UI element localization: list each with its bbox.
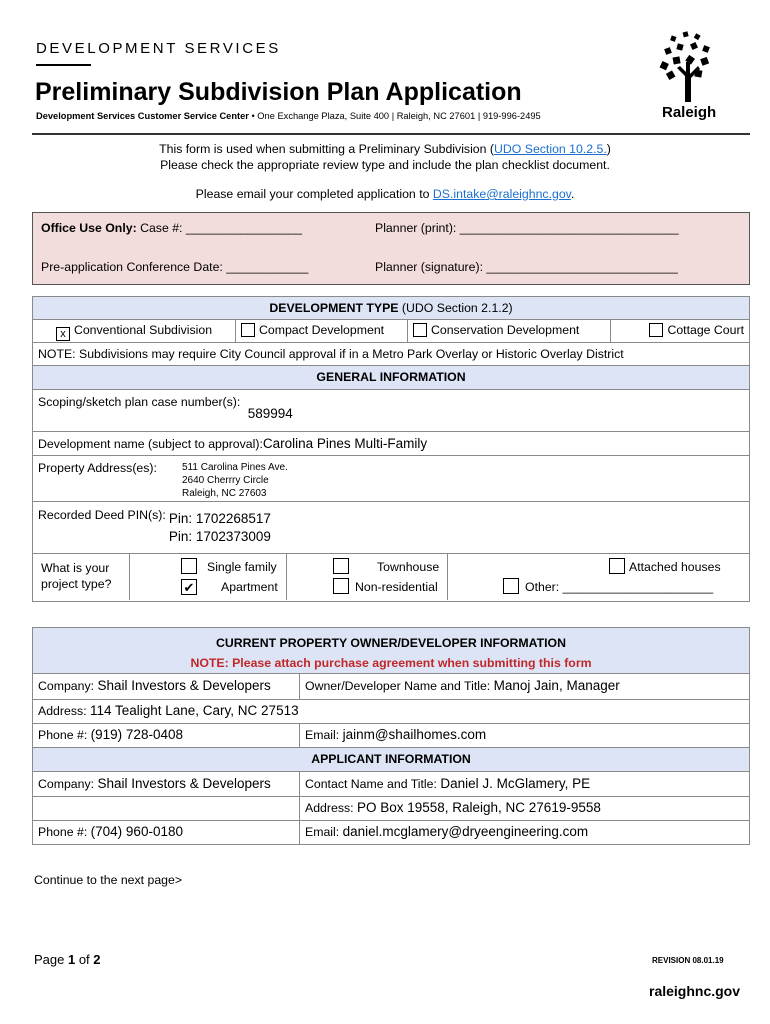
udo-section-link[interactable]: UDO Section 10.2.5.: [494, 142, 607, 156]
development-type-header: DEVELOPMENT TYPE (UDO Section 2.1.2): [33, 297, 750, 320]
applicant-header: APPLICANT INFORMATION: [33, 748, 750, 772]
intro-line-3: Please email your completed application to DS.intake@raleighnc.gov.: [195, 187, 575, 201]
development-name-value: Carolina Pines Multi-Family: [262, 436, 428, 451]
applicant-company-field[interactable]: Company: Shail Investors & Developers: [33, 772, 300, 797]
deed-pin-value: Pin: 1702268517 Pin: 1702373009: [168, 511, 271, 544]
property-address-row[interactable]: Property Address(es): 511 Carolina Pines Ave. 2640 Cherrry Circle Raleigh, NC 27603: [33, 456, 750, 502]
scoping-value: 589994: [247, 406, 293, 421]
divider: [36, 64, 91, 66]
scoping-row[interactable]: Scoping/sketch plan case number(s): 589994: [33, 390, 750, 432]
conventional-checkbox[interactable]: x: [56, 327, 70, 341]
other-checkbox[interactable]: [503, 578, 519, 594]
owner-phone-field[interactable]: Phone #: (919) 728-0408: [33, 724, 300, 748]
intro-line-1: This form is used when submitting a Preliminary Subdivision (UDO Section 10.2.5.): [159, 142, 611, 156]
page-title: Preliminary Subdivision Plan Application: [35, 78, 522, 106]
other-field[interactable]: Other: ______________________: [525, 580, 714, 594]
compact-option[interactable]: Compact Development: [236, 320, 408, 343]
applicant-contact-field[interactable]: Contact Name and Title: Daniel J. McGlamery, PE: [300, 772, 750, 797]
conservation-option[interactable]: Conservation Development: [408, 320, 611, 343]
site-url: raleighnc.gov: [649, 983, 741, 999]
preapp-date-field[interactable]: Pre-application Conference Date: ____________: [41, 260, 309, 274]
attached-houses-option[interactable]: [609, 558, 629, 574]
development-name-row[interactable]: Development name (subject to approval):Carolina Pines Multi-Family: [33, 432, 750, 456]
divider: [32, 133, 750, 135]
intake-email-link[interactable]: DS.intake@raleighnc.gov: [432, 187, 571, 201]
nonresidential-option[interactable]: [333, 578, 353, 594]
owner-header: CURRENT PROPERTY OWNER/DEVELOPER INFORMATION NOTE: Please attach purchase agreement when submitting this form: [33, 628, 750, 674]
general-info-header: GENERAL INFORMATION: [33, 366, 750, 390]
department-label: DEVELOPMENT SERVICES: [36, 40, 281, 57]
townhouse-option[interactable]: [333, 558, 353, 574]
case-number-field[interactable]: Office Use Only: Case #: _________________: [41, 221, 303, 235]
nonresidential-checkbox[interactable]: [333, 578, 349, 594]
single-family-checkbox[interactable]: [181, 558, 197, 574]
other-option[interactable]: [503, 578, 523, 594]
conservation-checkbox[interactable]: [413, 323, 427, 337]
townhouse-checkbox[interactable]: [333, 558, 349, 574]
applicant-address-field[interactable]: Address: PO Box 19558, Raleigh, NC 27619-9558: [300, 797, 750, 821]
intro-line-2: Please check the appropriate review type and include the plan checklist document.: [160, 158, 610, 172]
apartment-checkbox[interactable]: ✔: [181, 579, 197, 595]
page-number: Page 1 of 2: [34, 952, 101, 967]
conventional-option[interactable]: x Conventional Subdivision: [33, 320, 236, 343]
planner-signature-field[interactable]: Planner (signature): ____________________________: [375, 260, 678, 274]
owner-address-field[interactable]: Address: 114 Tealight Lane, Cary, NC 27513: [33, 700, 750, 724]
development-general-table: [32, 296, 750, 602]
owner-name-field[interactable]: Owner/Developer Name and Title: Manoj Jain, Manager: [300, 674, 750, 700]
revision-label: REVISION 08.01.19: [652, 956, 724, 965]
owner-email-field[interactable]: Email: jainm@shailhomes.com: [300, 724, 750, 748]
applicant-phone-field[interactable]: Phone #: (704) 960-0180: [33, 821, 300, 845]
single-family-option[interactable]: [181, 558, 201, 574]
apartment-option[interactable]: [181, 578, 201, 595]
project-type-label: What is your project type?: [41, 561, 112, 591]
contact-subheader: Development Services Customer Service Center • One Exchange Plaza, Suite 400 | Raleigh, NC 27601 | 919-996-2495: [36, 111, 541, 121]
raleigh-logo-text: Raleigh: [662, 104, 717, 121]
project-type-row: What is your project type? Single family ✔ Apartment Townhouse Non-residential Attached houses Other: ______________________: [33, 554, 750, 602]
cottage-checkbox[interactable]: [649, 323, 663, 337]
attached-houses-checkbox[interactable]: [609, 558, 625, 574]
continue-note: Continue to the next page>: [34, 873, 183, 887]
owner-company-field[interactable]: Company: Shail Investors & Developers: [33, 674, 300, 700]
applicant-email-field[interactable]: Email: daniel.mcglamery@dryeengineering.com: [300, 821, 750, 845]
development-note: NOTE: Subdivisions may require City Council approval if in a Metro Park Overlay or Historic Overlay District: [33, 343, 750, 366]
compact-checkbox[interactable]: [241, 323, 255, 337]
owner-applicant-table: [32, 627, 750, 845]
planner-print-field[interactable]: Planner (print): ________________________________: [375, 221, 679, 235]
property-address-value: 511 Carolina Pines Ave. 2640 Cherrry Circle Raleigh, NC 27603: [182, 462, 288, 499]
cottage-option[interactable]: Cottage Court: [611, 320, 750, 343]
office-use-box: [32, 212, 750, 285]
deed-pin-row[interactable]: Recorded Deed PIN(s): Pin: 1702268517 Pin: 1702373009: [33, 502, 750, 554]
owner-note: NOTE: Please attach purchase agreement when submitting this form: [190, 656, 592, 670]
